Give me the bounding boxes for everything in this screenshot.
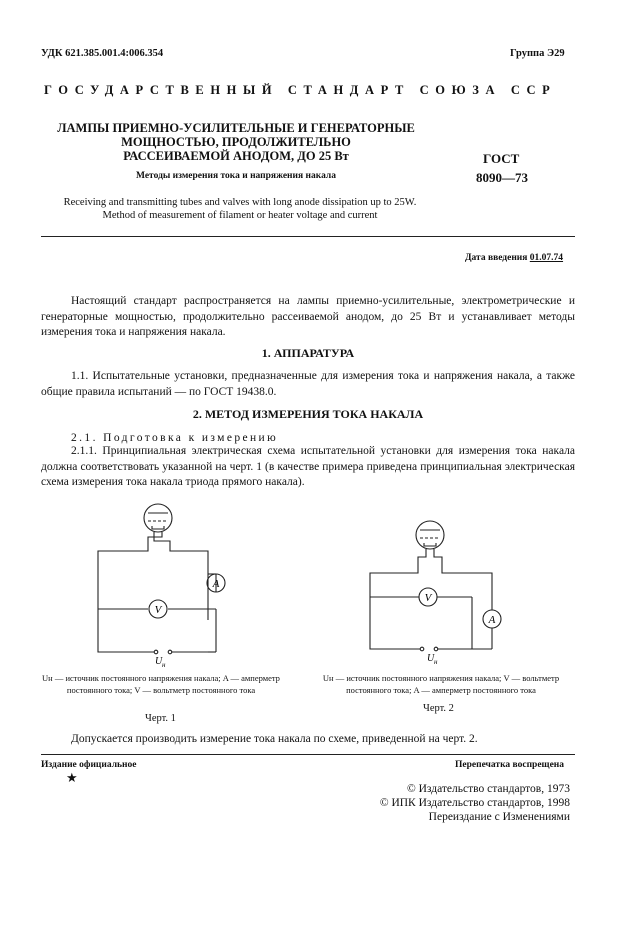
figure-2-caption: Uн — источник постоянного напряжения накала; V — вольтметр постоянного тока; A — амперметр постоянного тока	[322, 673, 560, 695]
title-block	[40, 121, 432, 163]
figure-1-label: Черт. 1	[145, 713, 176, 724]
udk-code: УДК 621.385.001.4:006.354	[41, 48, 164, 59]
title-line-1: ЛАМПЫ ПРИЕМНО-УСИЛИТЕЛЬНЫЕ И ГЕНЕРАТОРНЫЕ	[57, 121, 415, 135]
figure-2-schematic	[362, 512, 512, 667]
section-1-heading: 1. АППАРАТУРА	[261, 346, 355, 360]
fig2-source-sub: н	[434, 658, 438, 666]
section-2-heading: 2. МЕТОД ИЗМЕРЕНИЯ ТОКА НАКАЛА	[192, 407, 424, 421]
section-2-1-1-text: 2.1.1. Принципиальная электрическая схема испытательной установки для измерения тока накала должна соответствовать указанной на черт. 1 (в качестве примера приведена принципиальная электрическая схема измерения тока накала триода прямого накала).	[41, 445, 575, 488]
fig2-a-label: A	[488, 614, 496, 626]
fig2-v-label: V	[424, 592, 432, 604]
reissue-note: Переиздание с Изменениями	[428, 811, 570, 823]
intro-date-value: 01.07.74	[529, 253, 564, 263]
figure-1-schematic	[90, 495, 230, 670]
fig2-tube-icon	[416, 521, 444, 549]
english-title	[40, 196, 440, 222]
intro-paragraph: Настоящий стандарт распространяется на лампы приемно-усилительные, электрометрические и генераторные мощностью, продолжительно рассеиваемой анодом, до 25 Вт и устанавливает методы измерения тока и напряжения накала.	[41, 295, 575, 338]
group-code: Группа Э29	[510, 48, 565, 59]
header-divider	[41, 236, 575, 237]
section-2-1-heading: 2.1. Подготовка к измерению	[71, 432, 279, 444]
figure-1-caption: Uн — источник постоянного напряжения накала; A — амперметр постоянного тока; V — вольтметр постоянного тока	[42, 673, 280, 695]
copyright-block	[360, 782, 570, 824]
section-1-text: 1.1. Испытательные установки, предназначенные для измерения тока и напряжения накала, а также общие правила испытаний — по ГОСТ 19438.0.	[41, 370, 575, 398]
intro-date-label: Дата введения	[465, 253, 528, 263]
english-title-line-1: Receiving and transmitting tubes and valves with long anode dissipation up to 25W.	[63, 197, 417, 208]
fig1-v-label: V	[154, 604, 162, 616]
copyright-1973: © Издательство стандартов, 1973	[406, 783, 570, 795]
fig1-a-label: A	[212, 578, 220, 590]
fig2-source-label: U	[427, 653, 435, 664]
gost-label: ГОСТ	[483, 151, 520, 166]
title-line-2: МОЩНОСТЬЮ, ПРОДОЛЖИТЕЛЬНО	[121, 135, 351, 149]
gost-number: 8090—73	[476, 170, 528, 185]
after-figures-text: Допускается производить измерение тока накала по схеме, приведенной на черт. 2.	[71, 733, 478, 745]
figure-2-label: Черт. 2	[423, 703, 454, 714]
title-line-3: РАССЕИВАЕМОЙ АНОДОМ, ДО 25 Вт	[123, 149, 349, 163]
fig1-source-label: U	[155, 656, 163, 667]
intro-date	[465, 253, 563, 263]
reprint-notice: Перепечатка воспрещена	[455, 760, 565, 770]
fig1-tube-icon	[144, 504, 172, 532]
footer-divider	[41, 754, 575, 755]
title-subtitle: Методы измерения тока и напряжения накала	[136, 171, 336, 181]
gov-standard-heading: ГОСУДАРСТВЕННЫЙ СТАНДАРТ СОЮЗА ССР	[44, 83, 557, 97]
english-title-line-2: Method of measurement of filament or heater voltage and current	[102, 210, 378, 221]
copyright-1998: © ИПК Издательство стандартов, 1998	[379, 797, 570, 809]
fig1-source-sub: н	[162, 661, 166, 669]
official-edition: Издание официальное	[41, 760, 137, 770]
star-icon: ★	[66, 770, 78, 785]
